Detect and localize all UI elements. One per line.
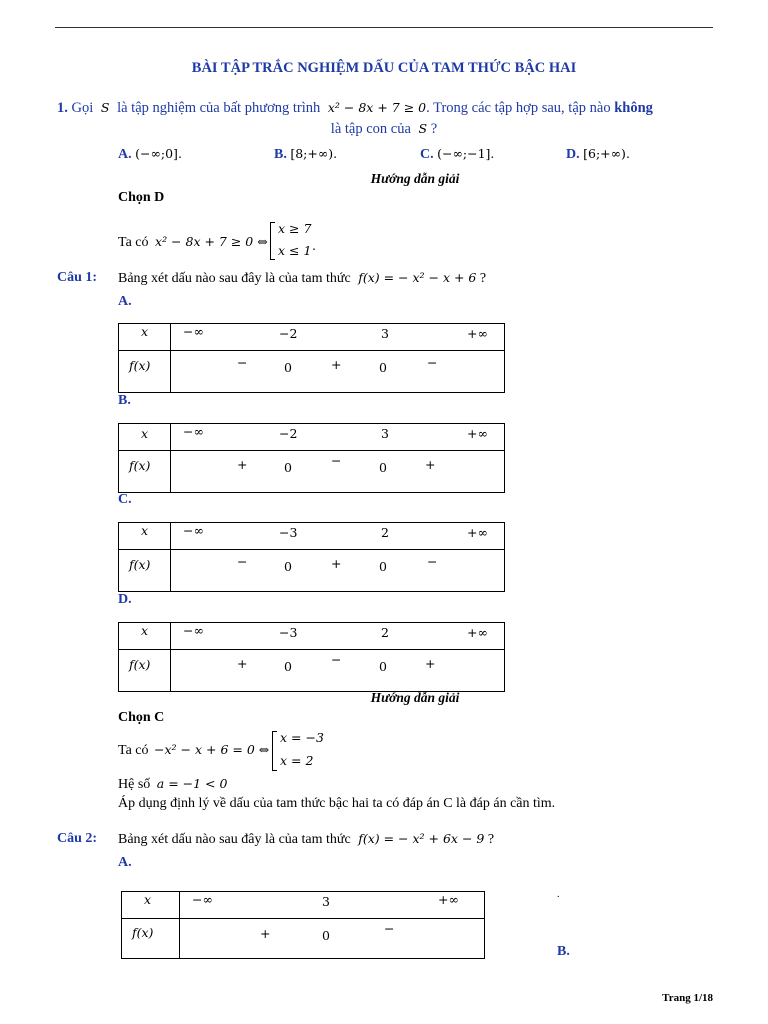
q1-inequality: x² − 8x + 7 ≥ 0 (327, 100, 427, 115)
q1-case-2: x ≤ 1 (278, 243, 312, 258)
q1-text-b: là tập nghiệm của bất phương trình (117, 100, 321, 116)
question-text: Bảng xét dấu nào sau đây là của tam thức (118, 832, 351, 847)
cau1-conclusion: Áp dụng định lý về dấu của tam thức bậc hai ta có đáp án C là đáp án cần tìm. (118, 796, 556, 811)
table-vline (170, 623, 171, 691)
cell-sign-2: − (331, 652, 342, 667)
cell-sign-2: − (331, 453, 342, 468)
solution-prefix: Ta có (118, 235, 149, 250)
cell-sign-1: − (237, 355, 248, 370)
page-title: BÀI TẬP TRẮC NGHIỆM DẤU CỦA TAM THỨC BẬC HAI (191, 60, 577, 76)
table-vline (170, 324, 171, 392)
option-letter: D. (566, 147, 580, 162)
cau1-case-1: x = −3 (280, 730, 324, 745)
q1-solution (118, 234, 268, 251)
cell-zero-2: 0 (379, 360, 387, 375)
cell-neg-inf: −∞ (192, 892, 213, 907)
solution-equation: x² − 8x + 7 ≥ 0 ⇔ (155, 234, 268, 249)
cell-fx-label: f(x) (129, 557, 151, 572)
cell-neg-inf: −∞ (183, 424, 204, 439)
q1-option-c (420, 146, 494, 163)
cell-sign-1: + (260, 926, 271, 941)
cell-neg-inf: −∞ (183, 623, 204, 638)
cell-root-2: 2 (381, 625, 389, 640)
cell-sign-2: − (384, 921, 395, 936)
cell-pos-inf: +∞ (467, 625, 488, 640)
cell-sign-3: + (425, 656, 436, 671)
cau1-guide-heading: Hướng dẫn giải (370, 690, 460, 705)
cell-pos-inf: +∞ (467, 326, 488, 341)
cau1-letter-b: B. (118, 393, 131, 408)
cau1-answer: Chọn C (118, 710, 165, 725)
cell-pos-inf: +∞ (467, 426, 488, 441)
cau2-letter-a: A. (118, 855, 132, 870)
sign-table-c (118, 522, 505, 592)
cell-zero-1: 0 (284, 460, 292, 475)
cell-sign-3: − (427, 554, 438, 569)
cell-neg-inf: −∞ (183, 523, 204, 538)
table-hline (119, 649, 504, 650)
cau2-question (118, 831, 494, 848)
q1-option-a (118, 146, 182, 163)
cell-root-2: 3 (381, 426, 389, 441)
cau1-coefficient (118, 776, 227, 793)
table-hline (122, 918, 484, 919)
top-rule (55, 27, 713, 28)
option-letter: C. (420, 147, 434, 162)
table-vline (170, 523, 171, 591)
option-suffix: . (625, 146, 630, 161)
cell-zero-2: 0 (379, 559, 387, 574)
solution-prefix: Ta có (118, 743, 149, 758)
cell-zero-1: 0 (284, 559, 292, 574)
q1-text-c: . Trong các tập hợp sau, tập nào (426, 100, 611, 116)
cell-sign-1: + (237, 457, 248, 472)
option-suffix: . (333, 146, 338, 161)
cell-sign-3: − (427, 355, 438, 370)
q1-var-s: S (100, 100, 110, 115)
table-hline (119, 350, 504, 351)
cell-x-label: x (144, 892, 152, 907)
cau2-label: Câu 2: (57, 831, 98, 846)
sign-table-cau2-a (121, 891, 485, 959)
cell-x-label: x (141, 324, 149, 339)
cell-root-1: 3 (322, 894, 330, 909)
page-footer: Trang 1/18 (662, 992, 713, 1004)
cell-root-2: 3 (381, 326, 389, 341)
option-value: [6;+∞) (583, 146, 626, 161)
q1-answer: Chọn D (118, 190, 165, 205)
option-letter: A. (118, 147, 132, 162)
table-hline (119, 549, 504, 550)
option-value: (−∞;−1] (437, 146, 491, 161)
cell-pos-inf: +∞ (467, 525, 488, 540)
cau1-letter-c: C. (118, 492, 132, 507)
sign-table-b (118, 423, 505, 493)
question-mark: ? (479, 271, 487, 286)
q1-line-1 (57, 100, 653, 117)
cell-sign-3: + (425, 457, 436, 472)
cell-zero-1: 0 (322, 928, 330, 943)
cell-fx-label: f(x) (132, 925, 154, 940)
table-vline (170, 424, 171, 492)
q1-option-d (566, 146, 630, 163)
cell-sign-1: + (237, 656, 248, 671)
cell-x-label: x (141, 426, 149, 441)
sign-table-d (118, 622, 505, 692)
cell-root-1: −3 (279, 525, 298, 540)
cell-zero-2: 0 (379, 460, 387, 475)
question-function: f(x) = − x² + 6x − 9 (358, 831, 485, 846)
option-value: [8;+∞) (290, 146, 334, 161)
option-letter: B. (274, 147, 287, 162)
q1-solution-end: . (312, 238, 316, 253)
question-mark: ? (487, 832, 495, 847)
cell-root-2: 2 (381, 525, 389, 540)
q1-var-s-2: S (418, 121, 428, 136)
option-value: (−∞;0] (135, 146, 178, 161)
q1-text-d: là tập con của (330, 121, 411, 137)
cell-pos-inf: +∞ (438, 892, 459, 907)
q1-option-b (274, 146, 337, 163)
option-suffix: . (177, 146, 182, 161)
cau1-case-bracket (272, 731, 277, 771)
cau1-letter-d: D. (118, 592, 132, 607)
q1-case-bracket (270, 222, 275, 260)
cell-fx-label: f(x) (129, 458, 151, 473)
cell-zero-2: 0 (379, 659, 387, 674)
cau1-solution (118, 742, 269, 759)
cell-root-1: −2 (279, 426, 298, 441)
q1-line-2 (0, 121, 768, 138)
cau1-letter-a: A. (118, 294, 132, 309)
sign-table-a (118, 323, 505, 393)
cell-sign-2: + (331, 357, 342, 372)
cau1-label: Câu 1: (57, 270, 98, 285)
cell-x-label: x (141, 623, 149, 638)
cell-fx-label: f(x) (129, 657, 151, 672)
cell-root-1: −3 (279, 625, 298, 640)
table-vline (179, 892, 180, 958)
q1-case-1: x ≥ 7 (278, 221, 312, 236)
cell-neg-inf: −∞ (183, 324, 204, 339)
cell-zero-1: 0 (284, 360, 292, 375)
coef-value: a = −1 < 0 (156, 776, 228, 791)
q1-text-a: Gọi (71, 100, 94, 116)
cau2-dot: . (557, 889, 560, 900)
coef-prefix: Hệ số (118, 777, 151, 792)
cell-zero-1: 0 (284, 659, 292, 674)
question-text: Bảng xét dấu nào sau đây là của tam thức (118, 271, 351, 286)
q1-number: 1. (57, 100, 68, 116)
option-suffix: . (490, 146, 495, 161)
question-function: f(x) = − x² − x + 6 (358, 270, 477, 285)
q1-text-e: ? (430, 121, 438, 137)
cell-root-1: −2 (279, 326, 298, 341)
table-hline (119, 450, 504, 451)
cau1-question (118, 270, 486, 287)
cell-sign-2: + (331, 556, 342, 571)
cau2-letter-b: B. (557, 944, 570, 959)
cell-fx-label: f(x) (129, 358, 151, 373)
cell-sign-1: − (237, 554, 248, 569)
cell-x-label: x (141, 523, 149, 538)
q1-guide-heading: Hướng dẫn giải (370, 171, 460, 186)
solution-equation: −x² − x + 6 = 0 ⇔ (154, 742, 270, 757)
q1-emph: không (614, 100, 653, 116)
cau1-case-2: x = 2 (280, 753, 314, 768)
